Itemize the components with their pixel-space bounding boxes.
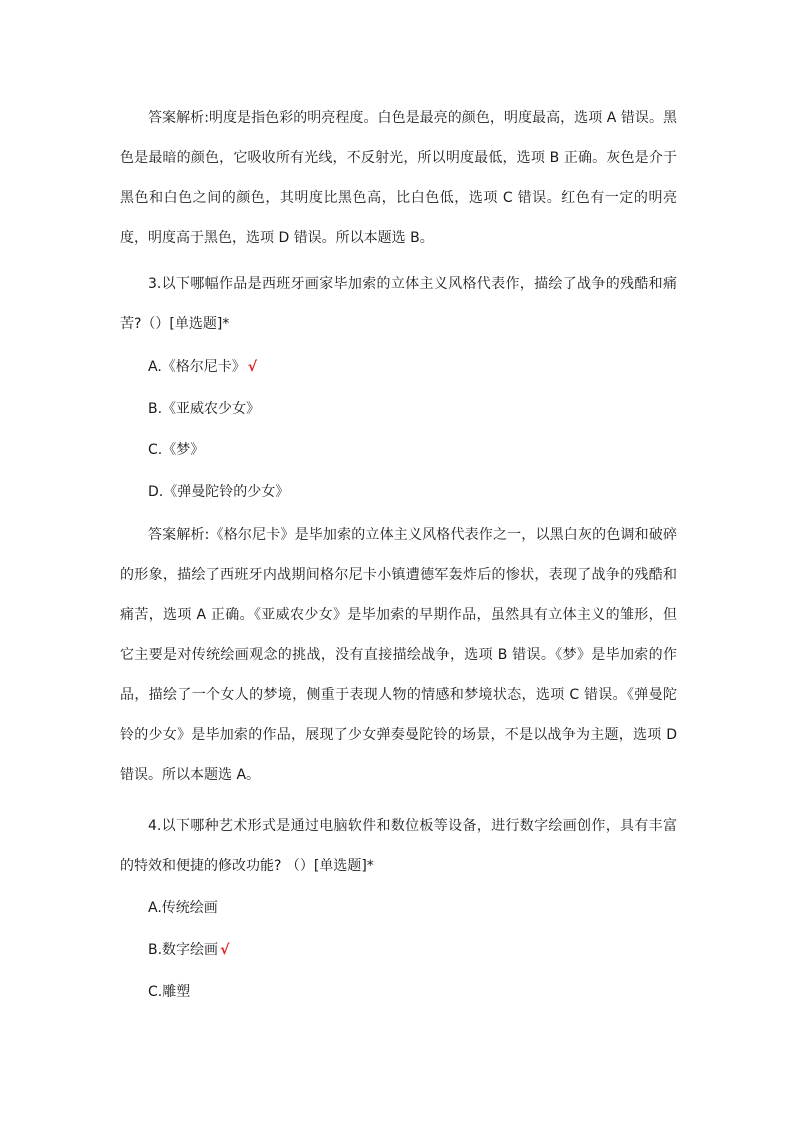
question-3-stem: 3.以下哪幅作品是西班牙画家毕加索的立体主义风格代表作，描绘了战争的残酷和痛苦?（）[单选题]* xyxy=(120,276,677,332)
option-q4-c xyxy=(148,972,190,1012)
option-label: C.雕塑 xyxy=(148,984,191,1000)
option-label: A.《格尔尼卡》 xyxy=(148,359,246,375)
option-q3-d xyxy=(148,472,289,512)
option-q3-b xyxy=(148,389,260,429)
option-q4-b xyxy=(148,930,229,970)
explanation-q2: 答案解析:明度是指色彩的明亮程度。白色是最亮的颜色，明度最高，选项 A 错误。黑色是最暗的颜色，它吸收所有光线，不反射光，所以明度最低，选项 B 正确。灰色是介于黑色和白色之间的颜色，其明度比黑色高，比白色低，选项 C 错误。红色有一定的明亮度，明度高于黑色，选项 D 错误。所以本题选 B。 xyxy=(120,110,677,246)
option-label: D.《弹曼陀铃的少女》 xyxy=(148,484,290,500)
option-label: B.《亚威农少女》 xyxy=(148,401,261,417)
option-label: B.数字绘画 xyxy=(148,942,219,958)
correct-check-icon: √ xyxy=(220,942,230,958)
option-q3-c xyxy=(148,430,204,470)
option-q4-a xyxy=(148,888,218,928)
explanation-q3: 答案解析:《格尔尼卡》是毕加索的立体主义风格代表作之一，以黑白灰的色调和破碎的形象，描绘了西班牙内战期间格尔尼卡小镇遭德军轰炸后的惨状，表现了战争的残酷和痛苦，选项 A 正确。《亚威农少女》是毕加索的早期作品，虽然具有立体主义的雏形，但它主要是对传统绘画观念的挑战，没有直接描绘战争，选项 B 错误。《梦》是毕加索的作品，描绘了一个女人的梦境，侧重于表现人物的情感和梦境状态，选项 C 错误。《弹曼陀铃的少女》是毕加索的作品，展现了少女弹奏曼陀铃的场景，不是以战争为主题，选项 D 错误。所以本题选 A。 xyxy=(120,527,677,783)
option-label: A.传统绘画 xyxy=(148,900,218,916)
option-q3-a xyxy=(148,347,257,387)
option-label: C.《梦》 xyxy=(148,442,205,458)
question-4-stem: 4.以下哪种艺术形式是通过电脑软件和数位板等设备，进行数字绘画创作，具有丰富的特效和便捷的修改功能? （）[单选题]* xyxy=(120,818,677,874)
correct-check-icon: √ xyxy=(247,359,258,375)
